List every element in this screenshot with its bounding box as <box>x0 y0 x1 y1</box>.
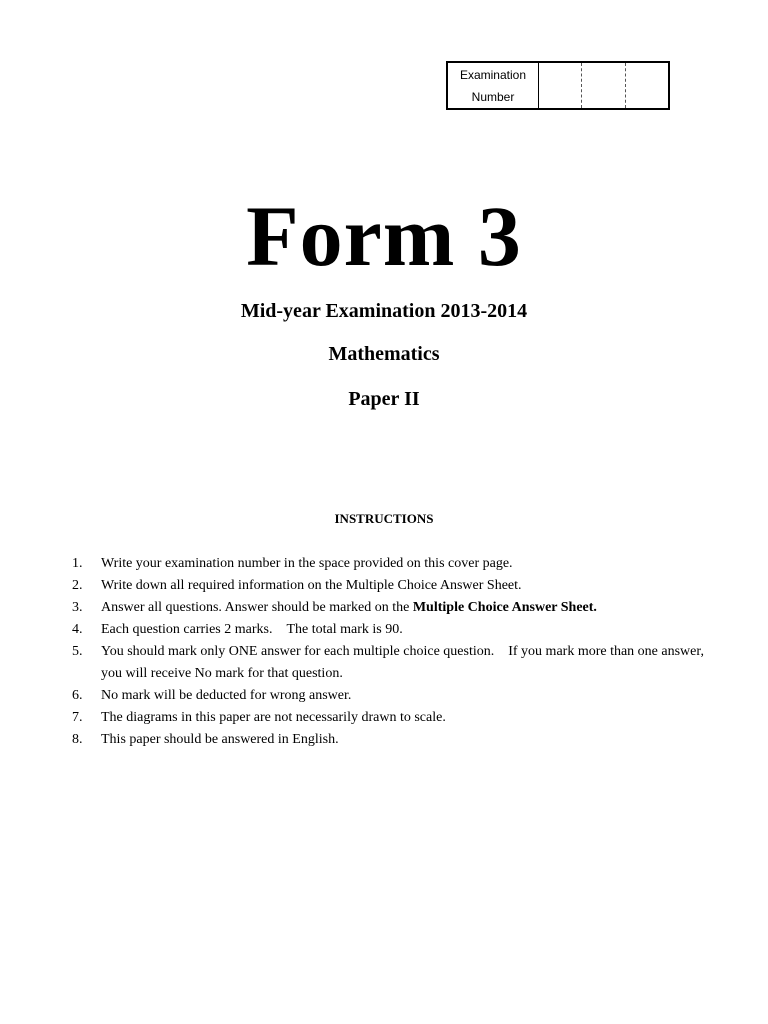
instruction-item <box>72 619 712 641</box>
instruction-item <box>72 597 712 619</box>
instruction-item <box>72 707 712 729</box>
subject-name: Mathematics <box>328 343 440 365</box>
instruction-text: You should mark only ONE answer for each multiple choice question. If you mark more than one answer, you will receive No mark for that question. <box>101 644 704 681</box>
examination-number-label <box>448 63 539 108</box>
instruction-text: The diagrams in this paper are not necessarily drawn to scale. <box>101 710 446 725</box>
instruction-number: 5. <box>72 644 83 659</box>
instruction-item <box>72 575 712 597</box>
page-title: Form 3 <box>246 188 522 284</box>
instruction-number: 3. <box>72 600 83 615</box>
instruction-item <box>72 641 712 685</box>
examination-label-line2: Number <box>471 89 515 104</box>
examination-label-line1: Examination <box>459 67 527 82</box>
instruction-text-wrapper <box>101 597 712 619</box>
instruction-text: Each question carries 2 marks. The total mark is 90. <box>101 622 403 637</box>
instruction-number: 4. <box>72 622 83 637</box>
instruction-item <box>72 685 712 707</box>
instruction-number: 2. <box>72 578 83 593</box>
instructions-list <box>72 553 712 751</box>
examination-number-cell[interactable] <box>626 63 668 108</box>
exam-subtitle: Mid-year Examination 2013-2014 <box>240 300 528 322</box>
instruction-text: Answer all questions. Answer should be marked on the <box>101 600 413 615</box>
instruction-number: 8. <box>72 732 83 747</box>
examination-number-cell[interactable] <box>539 63 582 108</box>
paper-name: Paper II <box>348 388 420 410</box>
instruction-number: 1. <box>72 556 83 571</box>
instructions-heading: INSTRUCTIONS <box>334 511 434 526</box>
examination-number-cell[interactable] <box>582 63 625 108</box>
instruction-text: No mark will be deducted for wrong answer. <box>101 688 352 703</box>
instruction-item <box>72 729 712 751</box>
instruction-number: 6. <box>72 688 83 703</box>
instruction-number: 7. <box>72 710 83 725</box>
instruction-text: Write down all required information on the Multiple Choice Answer Sheet. <box>101 578 522 593</box>
instruction-text: This paper should be answered in English. <box>101 732 339 747</box>
examination-number-box <box>446 61 670 110</box>
instruction-text: Write your examination number in the space provided on this cover page. <box>101 556 513 571</box>
instruction-item <box>72 553 712 575</box>
instruction-bold-text: Multiple Choice Answer Sheet. <box>412 600 597 615</box>
